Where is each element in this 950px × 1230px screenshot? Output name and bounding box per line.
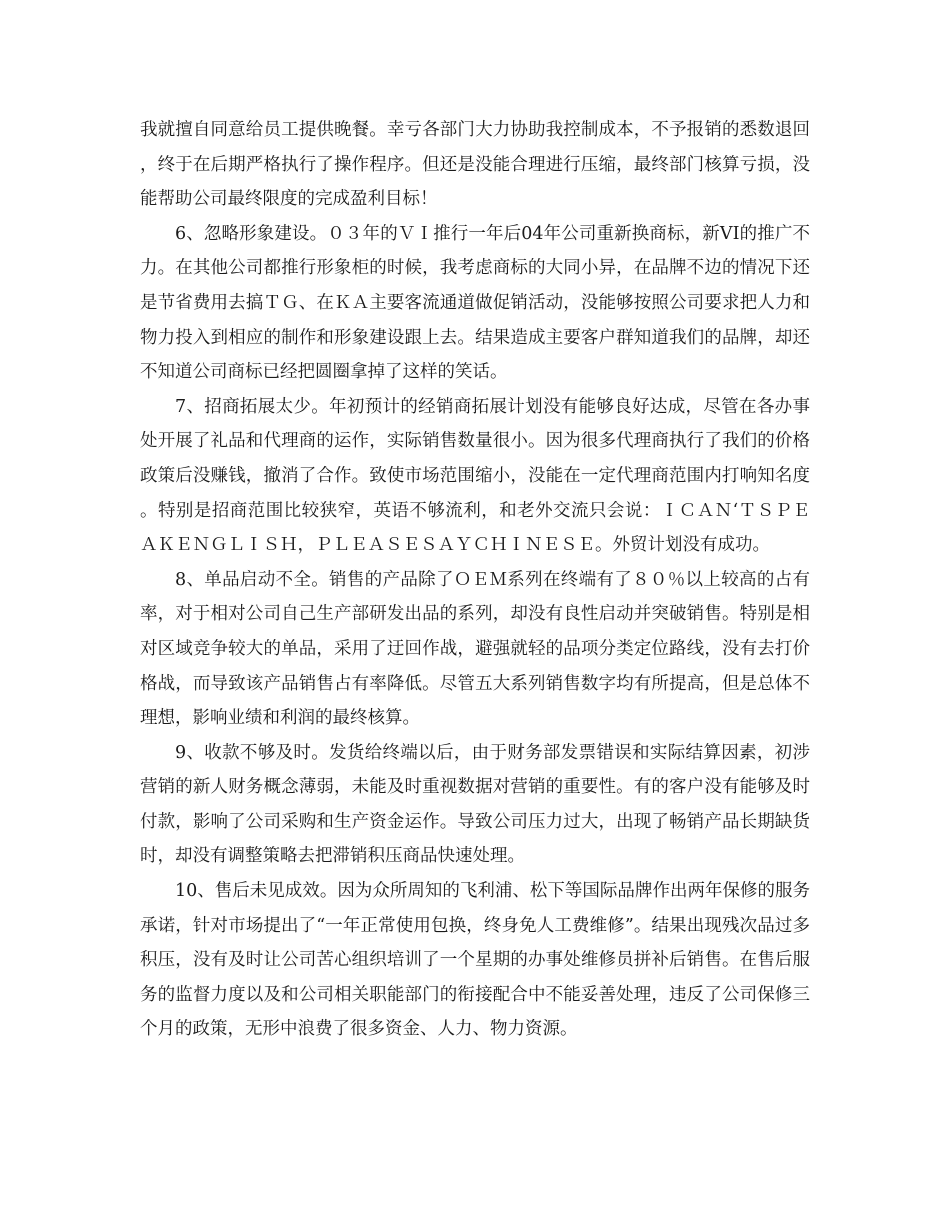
- paragraph-image-building: 6、忽略形象建设。０３年的ＶＩ推行一年后04年公司重新换商标，新VI的推广不力。在其他公司都推行形象柜的时候，我考虑商标的大同小异，在品牌不边的情况下还是节省费用去搞ＴＧ、在ＫＡ主要客流通道做促销活动，没能够按照公司要求把人力和物力投入到相应的制作和形象建设跟上去。结果造成主要客户群知道我们的品牌，却还不知道公司商标已经把圆圈拿掉了这样的笑话。: [140, 223, 810, 383]
- paragraph-payment-collection: 9、收款不够及时。发货给终端以后，由于财务部发票错误和实际结算因素，初涉营销的新人财务概念薄弱，未能及时重视数据对营销的重要性。有的客户没有能够及时付款，影响了公司采购和生产资金运作。导致公司压力过大，出现了畅销产品长期缺货时，却没有调整策略去把滞销积压商品快速处理。: [140, 742, 810, 867]
- paragraph-merchant-expansion: 7、招商拓展太少。年初预计的经销商拓展计划没有能够良好达成，尽管在各办事处开展了礼品和代理商的运作，实际销售数量很小。因为很多代理商执行了我们的价格政策后没赚钱，撤消了合作。致使市场范围缩小，没能在一定代理商范围内打响知名度。特别是招商范围比较狭窄，英语不够流利，和老外交流只会说：ＩＣＡＮ‘ＴＳＰＥＡＫＥＮＧＬＩＳＨ，ＰＬＥＡＳＥＳＡＹＣＨＩＮＥＳＥ。外贸计划没有成功。: [140, 396, 810, 556]
- paragraph-after-sales: 10、售后未见成效。因为众所周知的飞利浦、松下等国际品牌作出两年保修的服务承诺，针对市场提出了“一年正常使用包换，终身免人工费维修”。结果出现残次品过多积压，没有及时让公司苦心组织培训了一个星期的办事处维修员拼补后销售。在售后服务的监督力度以及和公司相关职能部门的衔接配合中不能妥善处理，违反了公司保修三个月的政策，无形中浪费了很多资金、人力、物力资源。: [140, 881, 810, 1040]
- paragraph-product-launch: 8、单品启动不全。销售的产品除了ＯＥＭ系列在终端有了８０％以上较高的占有率，对于相对公司自己生产部研发出品的系列，却没有良性启动并突破销售。特别是相对区域竞争较大的单品，采用了迂回作战，避强就轻的品项分类定位路线，没有去打价格战，而导致该产品销售占有率降低。尽管五大系列销售数字均有所提高，但是总体不理想，影响业绩和利润的最终核算。: [140, 569, 810, 729]
- document-body: [140, 113, 810, 1047]
- paragraph-continuation: 我就擅自同意给员工提供晚餐。幸亏各部门大力协助我控制成本，不予报销的悉数退回，终于在后期严格执行了操作程序。但还是没能合理进行压缩，最终部门核算亏损，没能帮助公司最终限度的完成盈利目标！: [140, 120, 810, 210]
